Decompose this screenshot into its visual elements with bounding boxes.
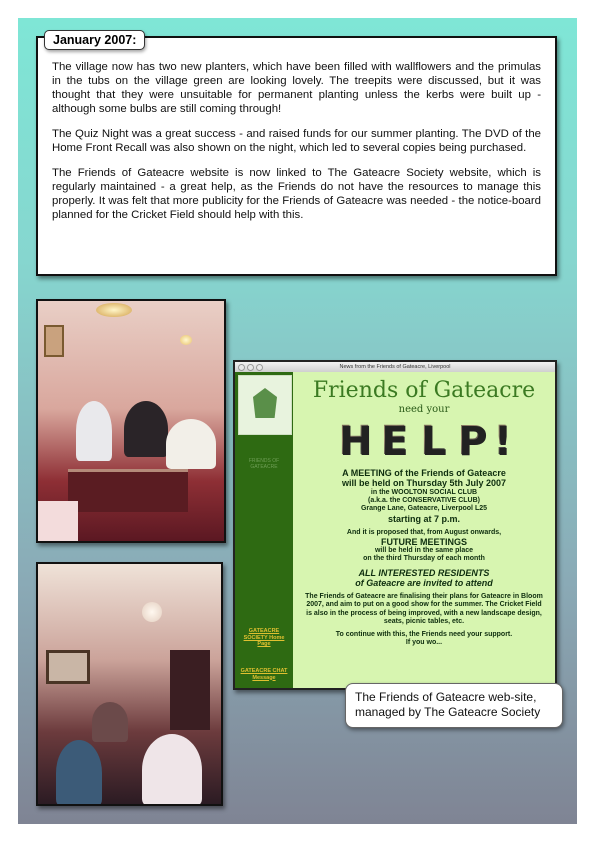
meeting-venue <box>293 489 555 524</box>
meeting-line: will be held on Thursday 5th July 2007 <box>341 478 507 488</box>
meeting-time: starting at 7 p.m. <box>387 513 460 524</box>
window-title: News from the Friends of Gateacre, Liverpool <box>339 364 451 370</box>
door <box>170 650 210 730</box>
person-figure <box>166 419 216 469</box>
chair <box>38 501 78 543</box>
caption-line: managed by The Gateacre Society <box>355 705 541 719</box>
help-letter: ! <box>493 418 512 464</box>
person-figure <box>92 702 128 742</box>
residents-invite <box>293 568 555 588</box>
article-paragraph: The Friends of Gateacre website is now linked to The Gateacre Society website, which is regularly maintained - a great help, as the Friends do not have the resources to manage this properly. It was felt that more publicity for the Friends of Gateacre was needed - the notice-board planned for the Cricket Field should help with this. <box>52 167 541 221</box>
meeting-photo <box>36 299 226 543</box>
site-sidebar <box>235 372 293 688</box>
help-banner <box>293 419 555 463</box>
meeting-line: A MEETING of the Friends of Gateacre <box>342 468 506 478</box>
future-line: will be held in the same place <box>374 546 474 554</box>
chandelier-icon <box>96 303 132 317</box>
nav-link-gateacre-society[interactable]: GATEACRE SOCIETY Home Page <box>243 628 285 647</box>
meeting-line: (a.k.a. the CONSERVATIVE CLUB) <box>367 497 481 505</box>
date-label: January 2007: <box>44 30 145 50</box>
person-figure <box>124 401 168 457</box>
wall-picture <box>44 325 64 357</box>
monument-icon <box>253 388 277 418</box>
ceiling-light-icon <box>142 602 162 622</box>
person-figure <box>142 734 202 806</box>
caption-line: The Friends of Gateacre web-site, <box>355 690 537 704</box>
browser-titlebar <box>235 362 555 372</box>
site-logo[interactable] <box>238 375 292 435</box>
future-meetings <box>293 529 555 564</box>
help-letter: E <box>376 419 412 463</box>
wall-frame <box>46 650 90 684</box>
website-screenshot <box>233 360 557 690</box>
support-line: To continue with this, the Friends need your support. <box>335 631 513 639</box>
future-intro: And it is proposed that, from August onwards, <box>346 528 502 536</box>
article-box <box>36 33 557 276</box>
article-paragraph: The Quiz Night was a great success - and raised funds for our summer planting. The DVD of the Home Front Recall was also shown on the night, which led to several copies being purchased. <box>52 128 541 154</box>
site-content <box>235 372 555 688</box>
future-title: FUTURE MEETINGS <box>380 536 467 547</box>
person-figure <box>76 401 112 461</box>
residents-line: ALL INTERESTED RESIDENTS <box>358 568 490 579</box>
quiz-night-photo <box>36 562 223 806</box>
site-title: Friends of Gateacre <box>312 378 536 403</box>
minimize-icon[interactable] <box>247 364 254 371</box>
future-line: on the third Thursday of each month <box>363 555 485 563</box>
article-paragraph: The village now has two new planters, which have been filled with wallflowers and the primulas in the tubs on the village green are looking lovely. The treepits were discussed, but it was thought that they were unsuitable for permanent planting unless the kerbs were built up - although some bulbs are still coming through! <box>52 61 541 115</box>
meeting-heading <box>293 468 555 488</box>
site-main <box>293 372 555 688</box>
nav-caption: FRIENDS OF GATEACRE <box>248 458 280 470</box>
nav-link-gateacre-chat[interactable]: GATEACRE CHAT Message <box>240 668 288 681</box>
person-figure <box>56 740 102 806</box>
help-letter: H <box>338 418 372 464</box>
website-caption <box>345 683 563 728</box>
support-line: If you wo... <box>405 639 443 647</box>
plans-text: The Friends of Gateacre are finalising their plans for Gateacre in Bloom 2007, and aim to put on a good show for the summer. The Cricket Field is also in the process of being improved, with a new landscape design, seats, picnic tables, etc. <box>305 593 543 625</box>
site-subtitle: need your <box>398 404 450 415</box>
wall-lamp-icon <box>180 335 192 345</box>
table <box>68 469 188 512</box>
support-text <box>293 631 555 647</box>
meeting-line: in the WOOLTON SOCIAL CLUB <box>370 489 478 496</box>
zoom-icon[interactable] <box>256 364 263 371</box>
help-letter: L <box>415 419 451 463</box>
residents-line: of Gateacre are invited to attend <box>355 578 493 589</box>
close-icon[interactable] <box>238 364 245 371</box>
meeting-line: Grange Lane, Gateacre, Liverpool L25 <box>360 505 488 513</box>
help-letter: P <box>454 419 490 463</box>
